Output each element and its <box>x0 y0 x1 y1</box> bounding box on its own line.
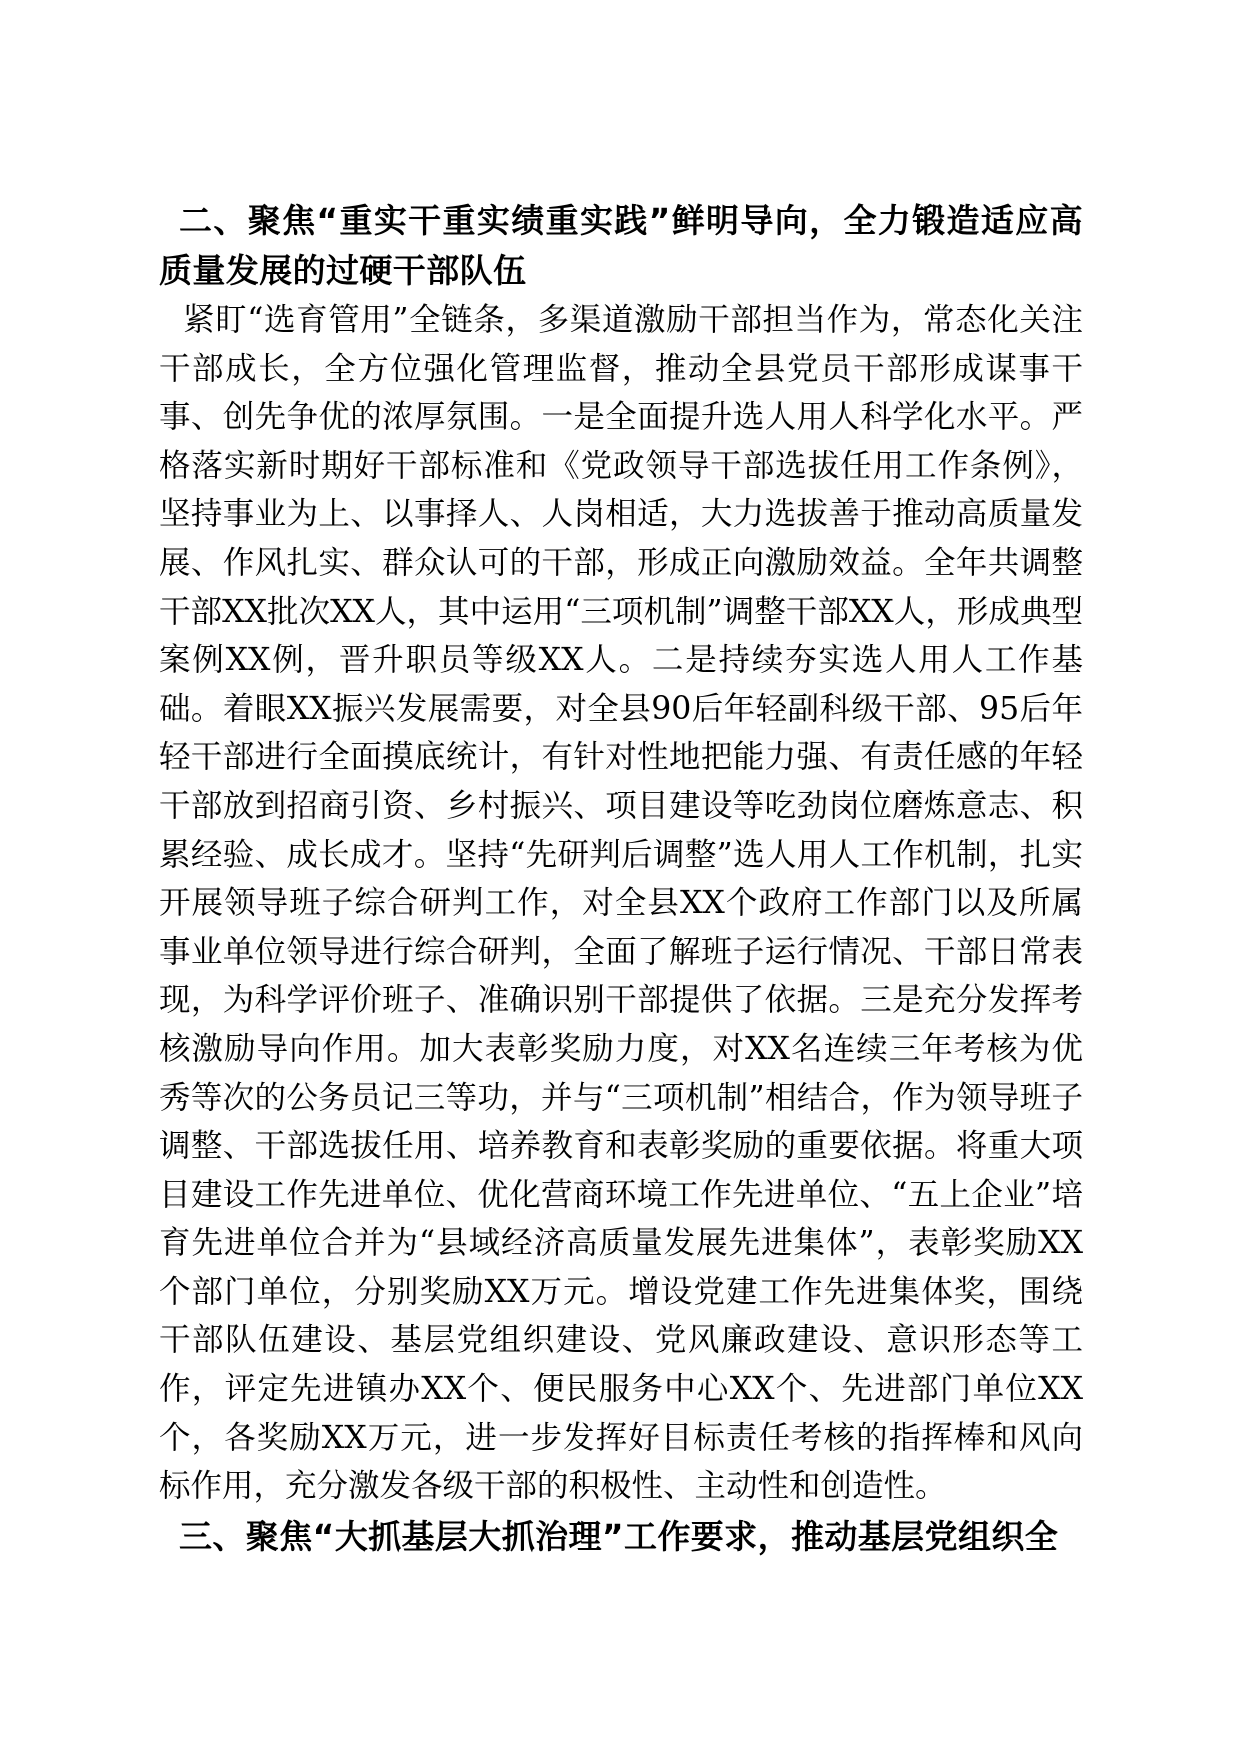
section-two-body: 紧盯“选育管用”全链条，多渠道激励干部担当作为，常态化关注干部成长，全方位强化管理监督，推动全县党员干部形成谋事干事、创先争优的浓厚氛围。一是全面提升选人用人科学化水平。严格落实新时期好干部标准和《党政领导干部选拔任用工作条例》，坚持事业为上、以事择人、人岗相适，大力选拔善于推动高质量发展、作风扎实、群众认可的干部，形成正向激励效益。全年共调整干部XX批次XX人，其中运用“三项机制”调整干部XX人，形成典型案例XX例，晋升职员等级XX人。二是持续夯实选人用人工作基础。着眼XX振兴发展需要，对全县90后年轻副科级干部、95后年轻干部进行全面摸底统计，有针对性地把能力强、有责任感的年轻干部放到招商引资、乡村振兴、项目建设等吃劲岗位磨炼意志、积累经验、成长成才。坚持“先研判后调整”选人用人工作机制，扎实开展领导班子综合研判工作，对全县XX个政府工作部门以及所属事业单位领导进行综合研判，全面了解班子运行情况、干部日常表现，为科学评价班子、准确识别干部提供了依据。三是充分发挥考核激励导向作用。加大表彰奖励力度，对XX名连续三年考核为优秀等次的公务员记三等功，并与“三项机制”相结合，作为领导班子调整、干部选拔任用、培养教育和表彰奖励的重要依据。将重大项目建设工作先进单位、优化营商环境工作先进单位、“五上企业”培育先进单位合并为“县域经济高质量发展先进集体”，表彰奖励XX个部门单位，分别奖励XX万元。增设党建工作先进集体奖，围绕干部队伍建设、基层党组织建设、党风廉政建设、意识形态等工作，评定先进镇办XX个、便民服务中心XX个、先进部门单位XX个，各奖励XX万元，进一步发挥好目标责任考核的指挥棒和风向标作用，充分激发各级干部的积极性、主动性和创造性。 <box>159 302 1083 1505</box>
document-content <box>159 196 1083 1562</box>
section-three-heading: 三、聚焦“大抓基层大抓治理”工作要求，推动基层党组织全 <box>179 1516 1059 1556</box>
section-two-heading: 二、聚焦“重实干重实绩重实践”鲜明导向，全力锻造适应高质量发展的过硬干部队伍 <box>159 201 1083 290</box>
